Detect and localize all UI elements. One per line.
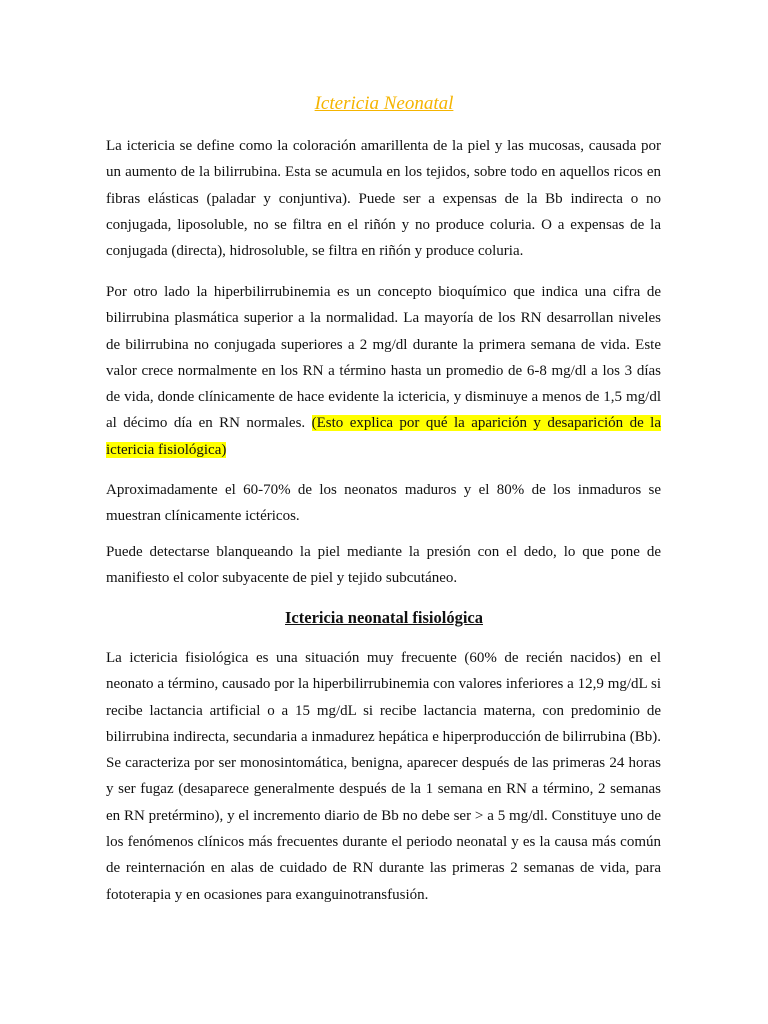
paragraph-hyperbilirubinemia xyxy=(106,279,661,463)
paragraph-text: Puede detectarse blanqueando la piel mediante la presión con el dedo, lo que pone de manifiesto el color subyacente de piel y tejido subcutáneo. xyxy=(106,544,661,587)
paragraph-text: La ictericia se define como la coloración amarillenta de la piel y las mucosas, causada por un aumento de la bilirrubina. Esta se acumula en los tejidos, sobre todo en aquellos ricos en fibras elásticas (paladar y conjuntiva). Puede ser a expensas de la Bb indirecta o no conjugada, liposoluble, no se filtra en el riñón y no produce coluria. O a expensas de la conjugada (directa), hidrosoluble, se filtra en riñón y produce coluria. xyxy=(106,138,661,260)
section-heading: Ictericia neonatal fisiológica xyxy=(285,608,483,627)
paragraph-main-text: Por otro lado la hiperbilirrubinemia es un concepto bioquímico que indica una cifra de bilirrubina plasmática superior a la normalidad. La mayoría de los RN desarrollan niveles de bilirrubina no conjugada superiores a 2 mg/dl durante la primera semana de vida. Este valor crece normalmente en los RN a término hasta un promedio de 6-8 mg/dl a los 3 días de vida, donde clínicamente de hace evidente la ictericia, y disminuye a menos de 1,5 mg/dl al décimo día en RN normales. xyxy=(106,284,661,432)
paragraph-physiological xyxy=(106,645,661,908)
paragraph-text: La ictericia fisiológica es una situación muy frecuente (60% de recién nacidos) en el neonato a término, causado por la hiperbilirrubinemia con valores inferiores a 12,9 mg/dL si recibe lactancia artificial o a 15 mg/dL si recibe lactancia materna, con predominio de bilirrubina indirecta, secundaria a inmadurez hepática e hiperproducción de bilirrubina (Bb). Se caracteriza por ser monosintomática, benigna, aparecer después de las primeras 24 horas y ser fugaz (desaparece generalmente después de la 1 semana en RN a término, 2 semanas en RN pretérmino), y el incremento diario de Bb no debe ser > a 5 mg/dl. Constituye uno de los fenómenos clínicos más frecuentes durante el periodo neonatal y es la causa más común de reinternación en alas de cuidado de RN durante las primeras 2 semanas de vida, para fototerapia y en ocasiones para exanguinotransfusión. xyxy=(106,650,661,903)
paragraph-text xyxy=(106,279,661,463)
paragraph-text: Aproximadamente el 60-70% de los neonatos maduros y el 80% de los inmaduros se muestran clínicamente ictéricos. xyxy=(106,482,661,525)
paragraph-definition xyxy=(106,133,661,264)
document-title: Ictericia Neonatal xyxy=(314,93,454,114)
highlighted-note: (Esto explica por qué la aparición y desaparición de la ictericia fisiológica) xyxy=(106,415,661,458)
paragraph-prevalence xyxy=(106,477,661,530)
paragraph-detection xyxy=(106,539,661,592)
